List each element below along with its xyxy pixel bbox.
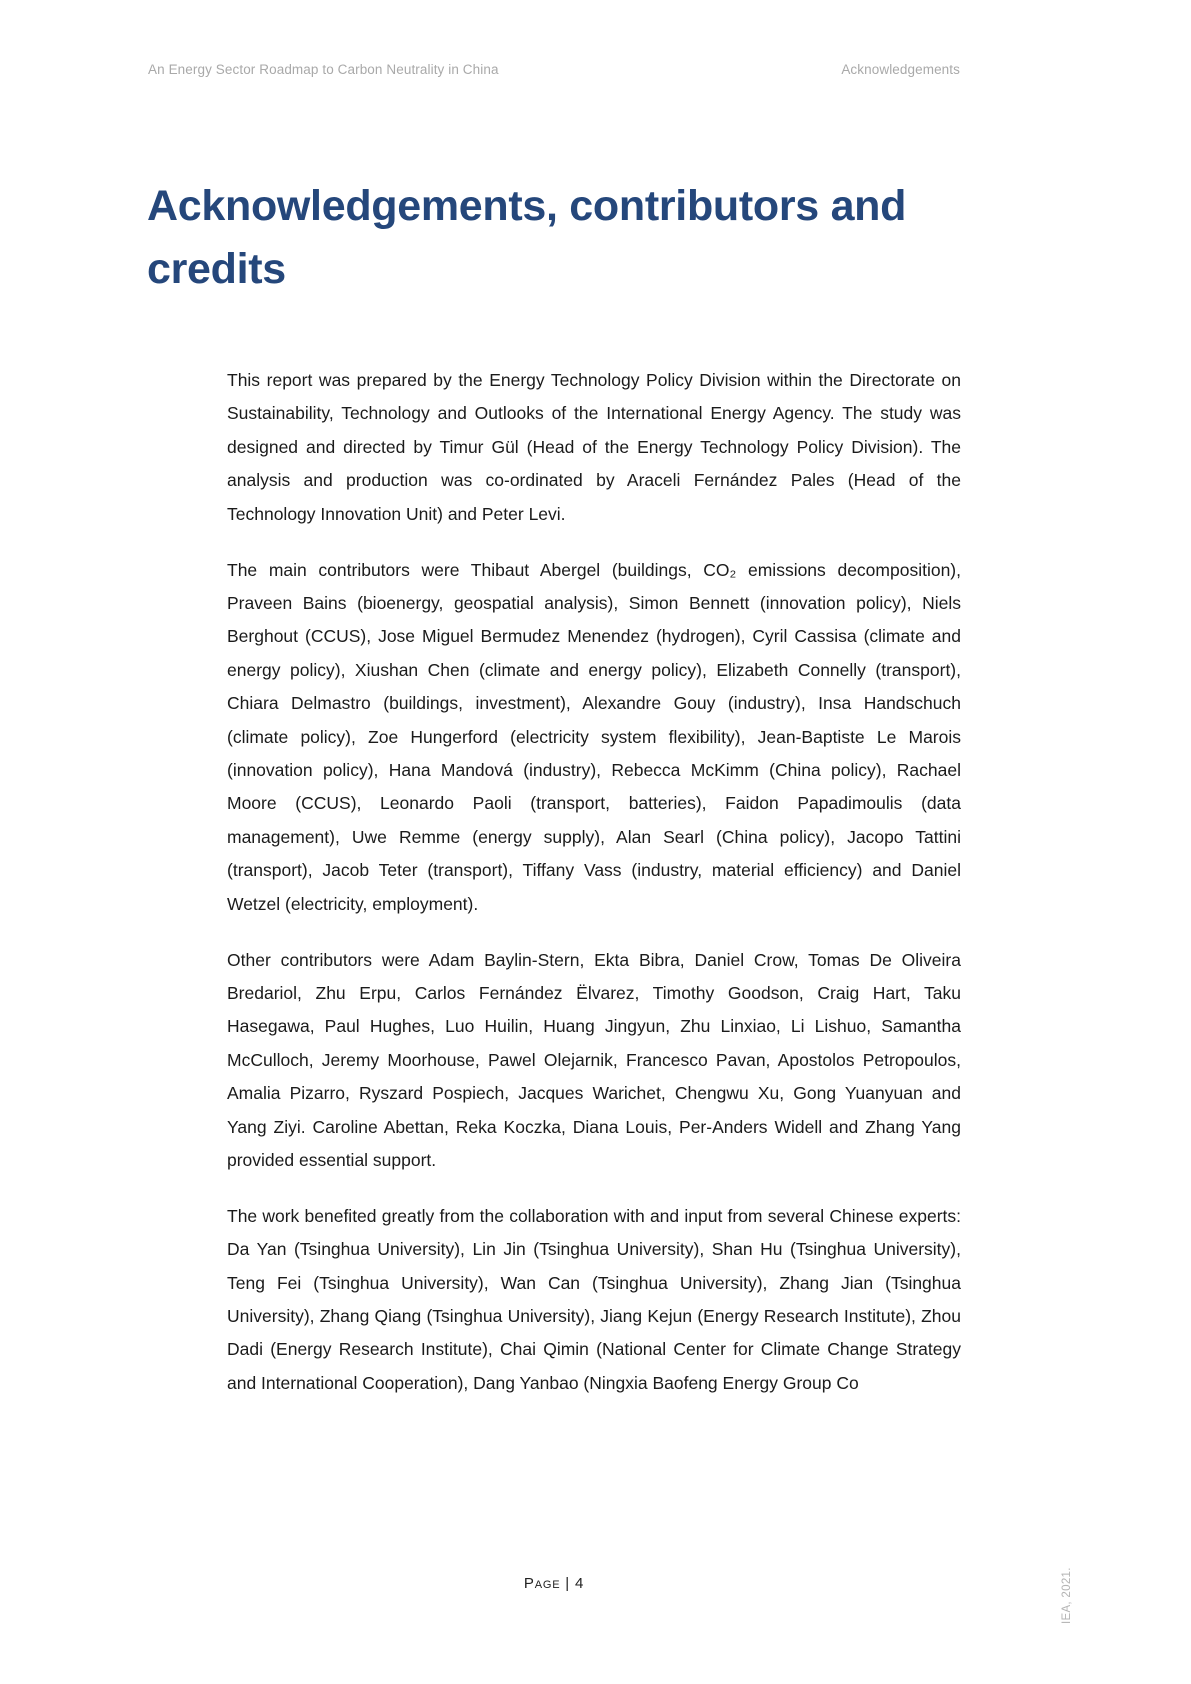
- paragraph-other-contributors: Other contributors were Adam Baylin-Stern, Ekta Bibra, Daniel Crow, Tomas De Oliveira Bredariol, Zhu Erpu, Carlos Fernández Ëlvarez, Timothy Goodson, Craig Hart, Taku Hasegawa, Paul Hughes, Luo Huilin, Huang Jingyun, Zhu Linxiao, Li Lishuo, Samantha McCulloch, Jeremy Moorhouse, Pawel Olejarnik, Francesco Pavan, Apostolos Petropoulos, Amalia Pizarro, Ryszard Pospiech, Jacques Warichet, Chengwu Xu, Gong Yuanyuan and Yang Ziyi. Caroline Abettan, Reka Koczka, Diana Louis, Per-Anders Widell and Zhang Yang provided essential support.: [227, 949, 961, 1170]
- running-header: [148, 62, 960, 77]
- page-number: Page | 4: [523, 1575, 585, 1592]
- page-footer: [148, 1575, 960, 1593]
- paragraph-report-prepared: This report was prepared by the Energy Technology Policy Division within the Directorate on Sustainability, Technology and Outlooks of the International Energy Agency. The study was designed and directed by Timur Gül (Head of the Energy Technology Policy Division). The analysis and production was co-ordinated by Araceli Fernández Pales (Head of the Technology Innovation Unit) and Peter Levi.: [227, 370, 961, 524]
- page-title: Acknowledgements, contributors and credits: [147, 181, 907, 293]
- paragraph-main-contributors: The main contributors were Thibaut Abergel (buildings, CO₂ emissions decomposition), Praveen Bains (bioenergy, geospatial analysis), Simon Bennett (innovation policy), Niels Berghout (CCUS), Jose Miguel Bermudez Menendez (hydrogen), Cyril Cassisa (climate and energy policy), Xiushan Chen (climate and energy policy), Elizabeth Connelly (transport), Chiara Delmastro (buildings, investment), Alexandre Gouy (industry), Insa Handschuch (climate policy), Zoe Hungerford (electricity system flexibility), Jean-Baptiste Le Marois (innovation policy), Hana Mandová (industry), Rebecca McKimm (China policy), Rachael Moore (CCUS), Leonardo Paoli (transport, batteries), Faidon Papadimoulis (data management), Uwe Remme (energy supply), Alan Searl (China policy), Jacopo Tattini (transport), Jacob Teter (transport), Tiffany Vass (industry, material efficiency) and Daniel Wetzel (electricity, employment).: [227, 559, 961, 914]
- body-text: [227, 364, 961, 1400]
- paragraph-chinese-experts: The work benefited greatly from the collaboration with and input from several Chinese experts: Da Yan (Tsinghua University), Lin Jin (Tsinghua University), Shan Hu (Tsinghua University), Teng Fei (Tsinghua University), Wan Can (Tsinghua University), Zhang Jian (Tsinghua University), Zhang Qiang (Tsinghua University), Jiang Kejun (Energy Research Institute), Zhou Dadi (Energy Research Institute), Chai Qimin (National Center for Climate Change Strategy and International Cooperation), Dang Yanbao (Ningxia Baofeng Energy Group Co: [227, 1205, 961, 1393]
- running-header-right: Acknowledgements: [841, 62, 960, 77]
- side-note-copyright: IEA, 2021.: [1061, 1567, 1073, 1624]
- running-header-left: An Energy Sector Roadmap to Carbon Neutrality in China: [148, 62, 499, 77]
